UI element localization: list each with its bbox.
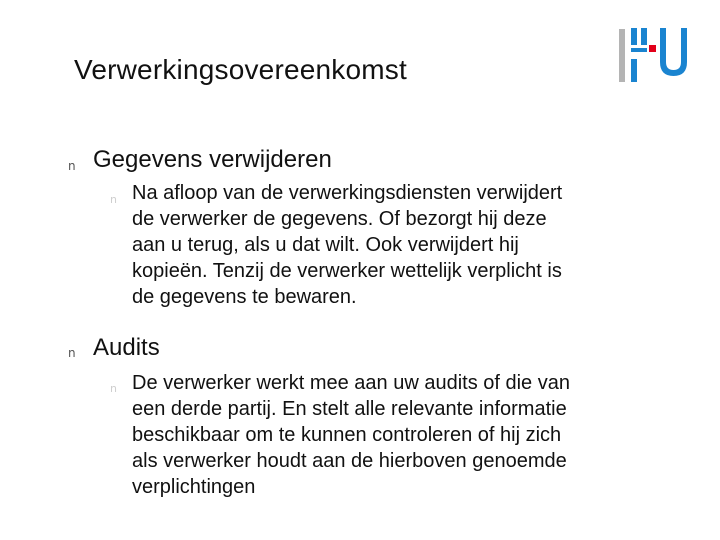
paragraph-line: als verwerker houdt aan de hierboven genoemde: [132, 450, 567, 472]
paragraph-line: de gegevens te bewaren.: [132, 286, 357, 308]
section-heading-audits: Audits: [93, 334, 160, 361]
paragraph-line: kopieën. Tenzij de verwerker wettelijk verplicht is: [132, 260, 562, 282]
paragraph-line: beschikbaar om te kunnen controleren of hij zich: [132, 424, 562, 446]
paragraph-line: de verwerker de gegevens. Of bezorgt hij deze: [132, 208, 547, 230]
paragraph-audits: [132, 370, 692, 500]
sub-bullet-marker: n: [110, 193, 117, 206]
section-heading-gegevens-verwijderen: Gegevens verwijderen: [93, 146, 332, 173]
bullet-marker: n: [68, 159, 76, 173]
paragraph-line: aan u terug, als u dat wilt. Ook verwijdert hij: [132, 234, 519, 256]
paragraph-line: een derde partij. En stelt alle relevante informatie: [132, 398, 567, 420]
paragraph-line: verplichtingen: [132, 476, 256, 498]
sub-bullet-marker: n: [110, 382, 117, 395]
paragraph-line: Na afloop van de verwerkingsdiensten verwijdert: [132, 182, 563, 204]
bullet-marker: n: [68, 346, 76, 360]
paragraph-gegevens-verwijderen: [132, 180, 692, 310]
paragraph-line: De verwerker werkt mee aan uw audits of die van: [132, 372, 570, 394]
slide-title: Verwerkingsovereenkomst: [74, 54, 407, 85]
